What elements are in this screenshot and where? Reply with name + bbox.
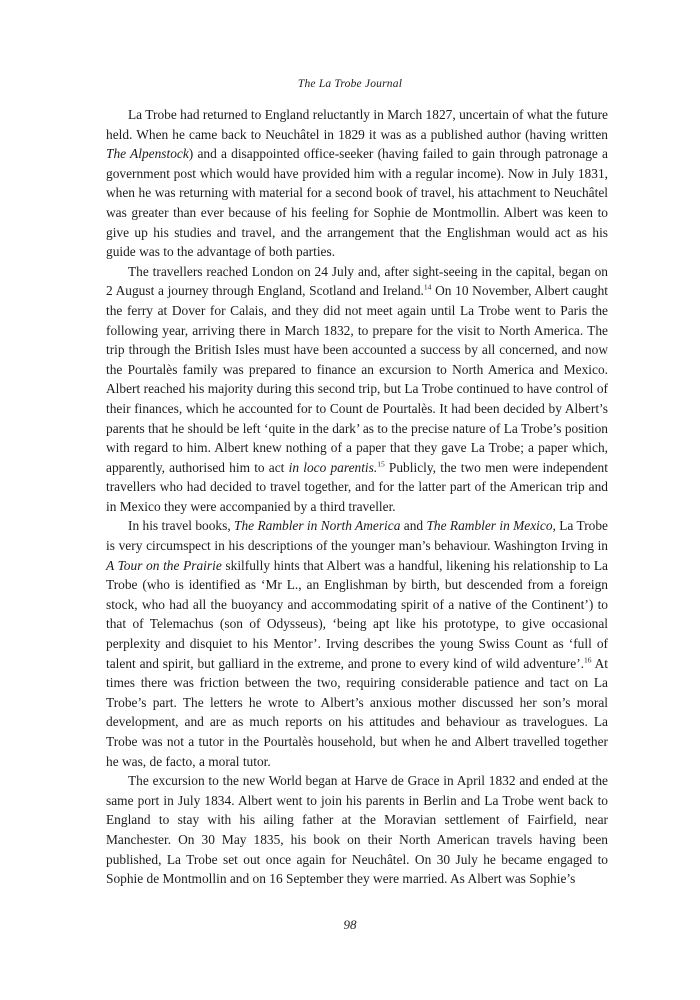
paragraph	[106, 516, 608, 771]
footnote-ref: 15	[377, 459, 385, 469]
text-run: The excursion to the new World began at Harve de Grace in April 1832 and ended at the same port in July 1834. Albert went to join his parents in Berlin and La Trobe went back to England to stay with his ailing father at the Moravian settlement of Fairfield, near Manchester. On 30 May 1835, his book on their North American travels having been published, La Trobe set out once again for Neuchâtel. On 30 July he became engaged to Sophie de Montmollin and on 16 September they were married. As Albert was Sophie’s	[106, 773, 608, 887]
italic-text: The Rambler in Mexico	[426, 518, 553, 534]
text-run: and	[400, 518, 427, 534]
italic-text: The Rambler in North America	[234, 518, 401, 534]
text-run: Publicly, the two men were independent travellers who had decided to travel together, and for the latter part of the American trip and in Mexico they were accompanied by a third traveller.	[106, 459, 608, 514]
article-body	[106, 105, 608, 889]
italic-text: A Tour on the Prairie	[106, 557, 222, 573]
text-run: The travellers reached London on 24 July and, after sight-seeing in the capital, began on 2 August a journey through England, Scotland and Ireland.	[106, 263, 608, 299]
footnote-ref: 14	[423, 282, 432, 292]
page-number: 98	[343, 917, 357, 932]
text-run: At times there was friction between the two, requiring considerable patience and tact on La Trobe’s part. The letters he wrote to Albert’s anxious mother discussed her son’s moral development, and are as much reports on his attitudes and behaviour as travelogues. La Trobe was not a tutor in the Pourtalès household, but when he and Albert travelled together he was, de facto, a moral tutor.	[106, 655, 608, 769]
text-run: ) and a disappointed office-seeker (having failed to gain through patronage a government post which would have provided him with a regular income). Now in July 1831, when he was returning with material for a second book of travel, his attachment to Neuchâtel was greater than ever because of his feeling for Sophie de Montmollin. Albert was keen to give up his studies and travel, and the arrangement that the Englishman would act as his guide was to the advantage of both parties.	[106, 146, 608, 260]
footnote-ref: 16	[584, 655, 592, 665]
text-run: On 10 November, Albert caught the ferry at Dover for Calais, and they did not meet again until La Trobe went to Paris the following year, arriving there in March 1832, to prepare for the visit to North America. The trip through the British Isles must have been accounted a success by all concerned, and now the Pourtalès family was prepared to finance an excursion to North America and Mexico. Albert reached his majority during this second trip, but La Trobe continued to have control of their finances, which he accounted for to Count de Pourtalès. It had been decided by Albert’s parents that he should be left ‘quite in the dark’ as to the precise nature of La Trobe’s position with regard to him. Albert knew nothing of a paper that they gave La Trobe; a paper which, apparently, authorised him to act	[106, 283, 609, 475]
paragraph	[106, 105, 608, 262]
italic-text: in loco parentis.	[288, 459, 378, 475]
running-head: The La Trobe Journal	[297, 78, 403, 90]
text-run: , La Trobe is very circumspect in his descriptions of the younger man’s behaviour. Washington Irving in	[106, 518, 608, 554]
text-run: skilfully hints that Albert was a handful, likening his relationship to La Trobe (who is identified as ‘Mr L., an Englishman by birth, but descended from a foreign stock, who had all the buoyancy and accommodating spirit of a native of the Continent’) to that of Telemachus (son of Odysseus), ‘being apt like his prototype, to give occasional perplexity and disquiet to his Mentor’. Irving describes the young Swiss Count as ‘full of talent and spirit, but galliard in the extreme, and prone to every kind of wild adventure’.	[106, 557, 608, 671]
text-run: In his travel books,	[128, 518, 235, 534]
paragraph	[106, 262, 608, 517]
italic-text: The Alpenstock	[106, 146, 189, 162]
paragraph	[106, 771, 608, 889]
text-run: La Trobe had returned to England reluctantly in March 1827, uncertain of what the future held. When he came back to Neuchâtel in 1829 it was as a published author (having written	[106, 107, 608, 142]
